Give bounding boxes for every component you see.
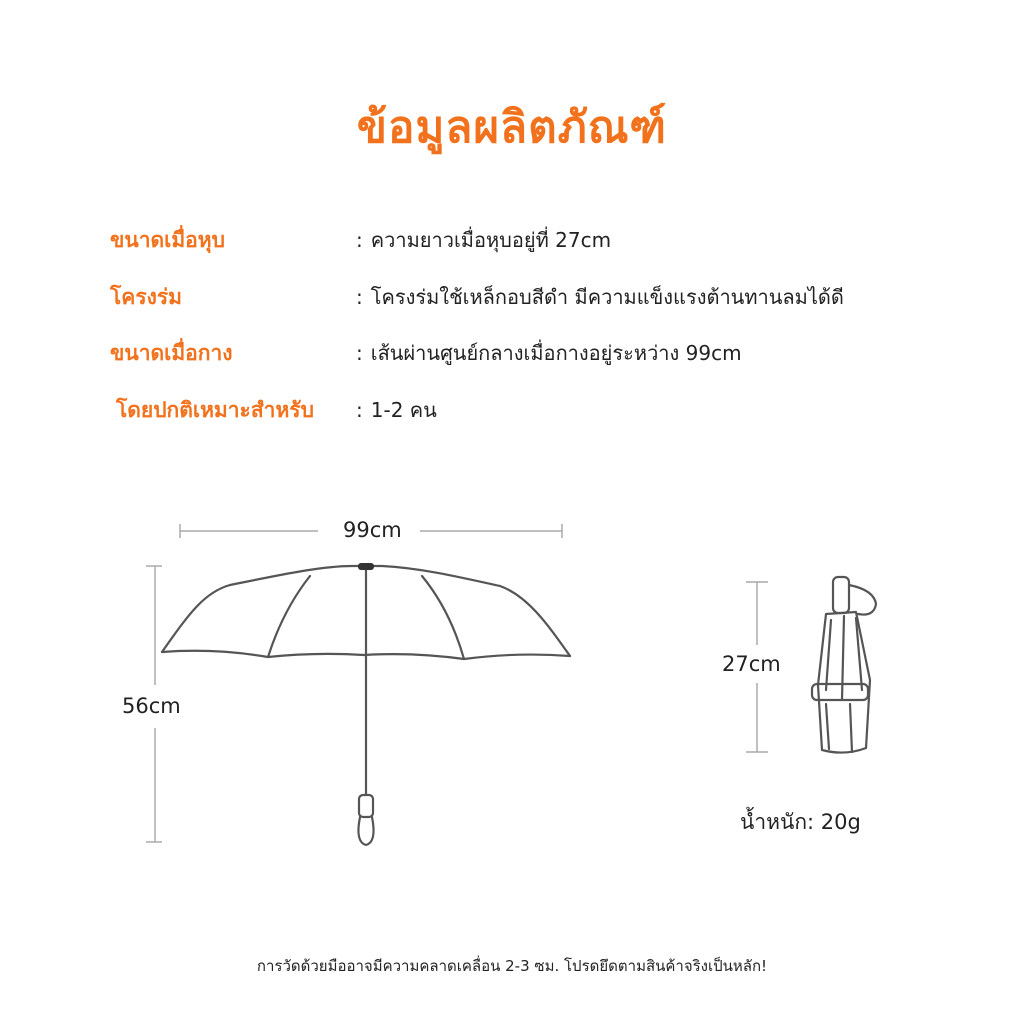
spec-label: ขนาดเมื่อกาง bbox=[110, 341, 233, 365]
umbrella-tip-icon bbox=[358, 563, 374, 570]
spec-value: : 1-2 คน bbox=[356, 398, 437, 422]
closed-umbrella-icon bbox=[812, 577, 876, 753]
spec-label: โดยปกติเหมาะสำหรับ bbox=[116, 398, 314, 422]
open-height-label: 56cm bbox=[122, 694, 181, 718]
spec-label: โครงร่ม bbox=[110, 285, 182, 309]
open-width-label: 99cm bbox=[343, 518, 402, 542]
weight-label: น้ำหนัก: 20g bbox=[740, 810, 861, 834]
spec-value: : ความยาวเมื่อหุบอยู่ที่ 27cm bbox=[356, 228, 612, 252]
spec-value: : เส้นผ่านศูนย์กลางเมื่อกางอยู่ระหว่าง 99cm bbox=[356, 341, 742, 365]
spec-value: : โครงร่มใช้เหล็กอบสีดำ มีความแข็งแรงต้านทานลมได้ดี bbox=[356, 285, 844, 309]
footer-note: การวัดด้วยมืออาจมีความคลาดเคลื่อน 2-3 ซม. โปรดยึดตามสินค้าจริงเป็นหลัก! bbox=[256, 957, 768, 975]
closed-length-label: 27cm bbox=[722, 652, 781, 676]
open-umbrella-icon bbox=[162, 566, 570, 845]
spec-label: ขนาดเมื่อหุบ bbox=[110, 228, 225, 252]
page-title: ข้อมูลผลิตภัณฑ์ bbox=[356, 102, 668, 153]
